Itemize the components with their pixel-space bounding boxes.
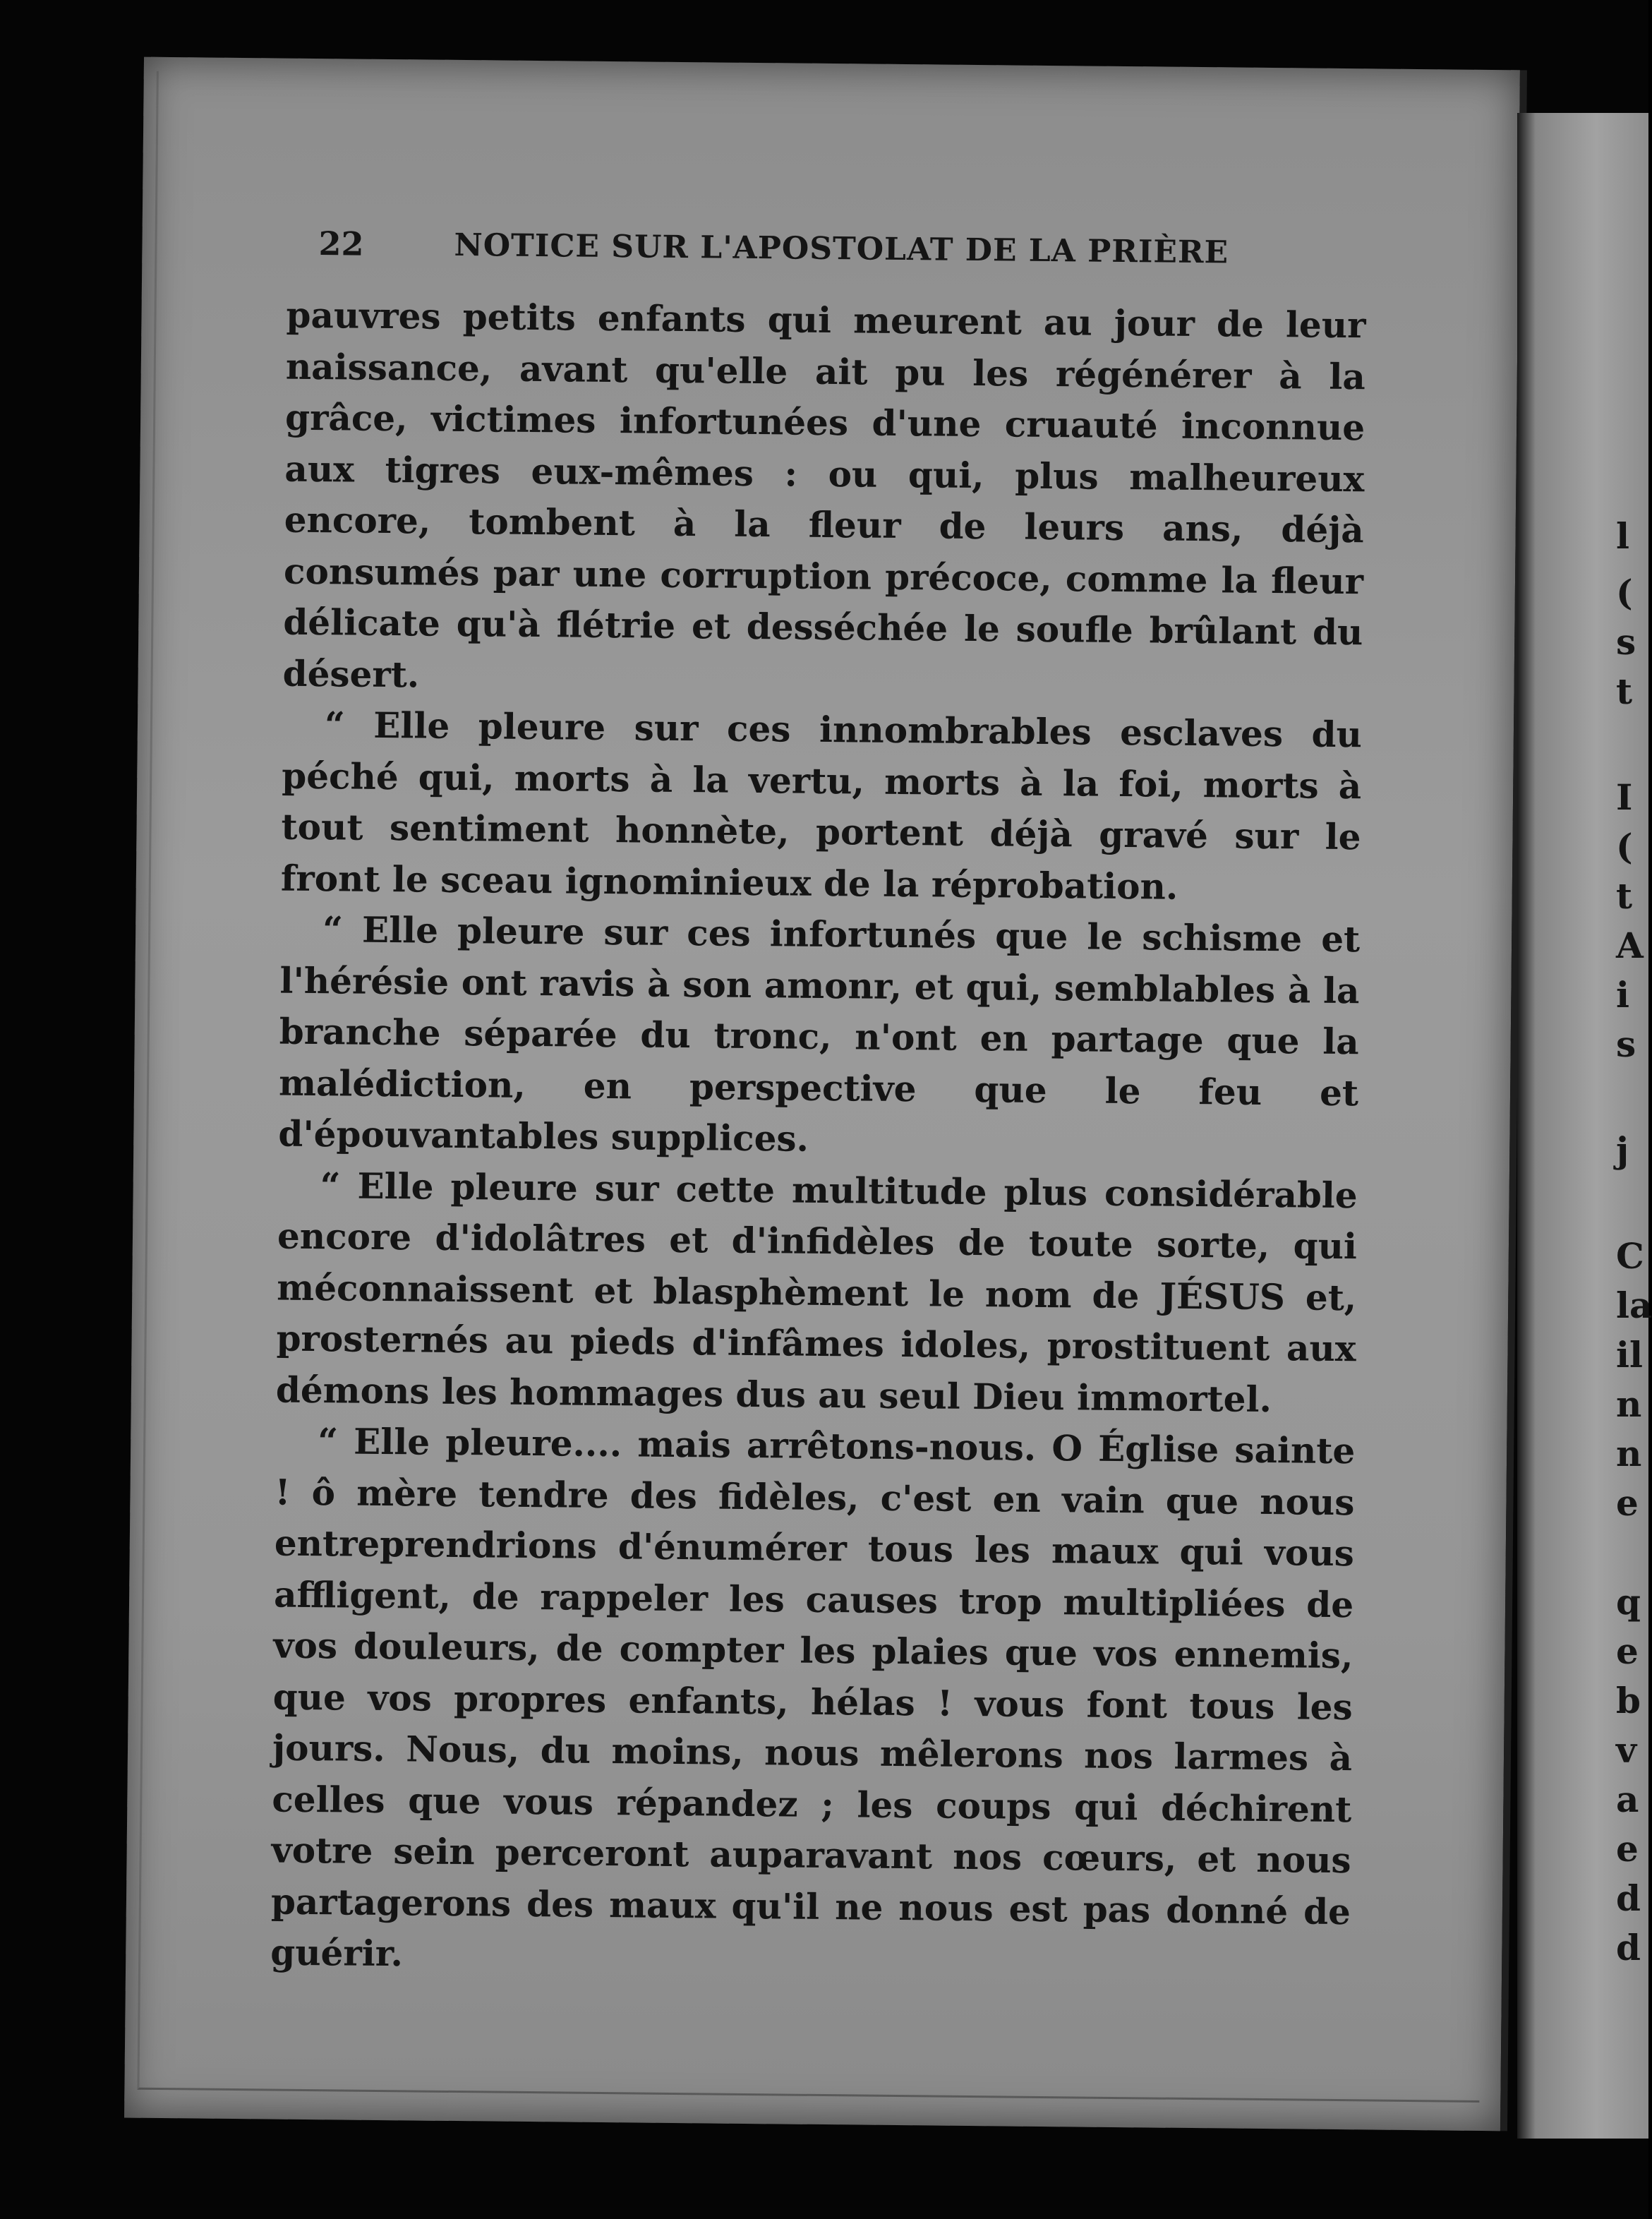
facing-page-fragment: ( [1616, 572, 1633, 613]
facing-page-fragment: e [1616, 1828, 1639, 1870]
running-head: NOTICE SUR L'APOSTOLAT DE LA PRIÈRE [454, 227, 1229, 271]
facing-page-fragment: i [1616, 974, 1629, 1016]
facing-page-fragment: I [1616, 776, 1633, 818]
facing-page-fragment: t [1616, 670, 1633, 712]
facing-page-fragment: d [1616, 1927, 1641, 1968]
paragraph-1: pauvres petits enfants qui meurent au jour de leur naissance, avant qu'elle ait pu les régénérer à la grâce, victimes infortunées d'une cruauté inconnue aux tigres eux-mêmes : ou qui, plus malheureux encore, tombent à la fleur de leurs ans, déjà consumés par une corruption précoce, comme la fleur délicate qu'à flétrie et desséchée le soufle brûlant du désert. [282, 294, 1366, 695]
page-number: 22 [318, 224, 364, 263]
facing-page-fragment: s [1616, 621, 1636, 663]
facing-page-fragment: e [1616, 1482, 1639, 1524]
facing-page-fragment: e [1616, 1630, 1639, 1672]
facing-page-fragment: a [1616, 1779, 1639, 1820]
facing-page-fragment: C [1616, 1235, 1644, 1277]
paragraph-5: “ Elle pleure.... mais arrêtons-nous. O Église sainte ! ô mère tendre des fidèles, c'est en vain que nous entreprendrions d'énumérer tous les maux qui vous affligent, de rappeler les causes trop multipliées de vos douleurs, de compter les plaies que vos ennemis, que vos propres enfants, hélas ! vous font tous les jours. Nous, du moins, nous mêlerons nos larmes à celles que vous répandez ; les coups qui déchirent votre sein perceront auparavant nos cœurs, et nous partagerons des maux qu'il ne nous est pas donné de guérir. [270, 1420, 1356, 1975]
facing-page-fragment: t [1616, 875, 1633, 917]
facing-page-fragment: s [1616, 1023, 1636, 1065]
facing-page-fragment: l [1616, 515, 1629, 557]
facing-page-fragment: il [1616, 1334, 1643, 1376]
facing-page-fragment: ( [1616, 826, 1633, 867]
facing-page-fragment: q [1616, 1581, 1641, 1623]
facing-page-fragment: j [1616, 1129, 1629, 1171]
paragraph-2: “ Elle pleure sur ces innombrables esclaves du péché qui, morts à la vertu, morts à la foi, morts à tout sentiment honnète, portent déjà gravé sur le front le sceau ignominieux de la réprobation. [280, 704, 1363, 908]
facing-page-edge [1517, 113, 1652, 2139]
facing-page-fragment: la [1616, 1285, 1652, 1326]
page-header [318, 224, 1399, 291]
facing-page-fragment: v [1616, 1729, 1637, 1771]
page-body [270, 290, 1366, 1989]
paragraph-4: “ Elle pleure sur cette multitude plus considérable encore d'idolâtres et d'infidèles de toute sorte, qui méconnaissent et blasphèment le nom de JÉSUS et, prosternés au pieds d'infâmes idoles, prostituent aux démons les hommages dus au seul Dieu immortel. [275, 1164, 1358, 1420]
book-page [124, 57, 1527, 2131]
facing-page-fragment: n [1616, 1383, 1642, 1425]
facing-page-fragment: A [1616, 925, 1644, 966]
facing-page-fragment: b [1616, 1680, 1641, 1721]
paragraph-3: “ Elle pleure sur ces infortunés que le schisme et l'hérésie ont ravis à son amonr, et qui, semblables à la branche séparée du tronc, n'ont en partage que la malédiction, en perspective que le feu et d'épouvantables supplices. [278, 908, 1361, 1160]
facing-page-fragment: d [1616, 1877, 1641, 1919]
facing-page-fragment: n [1616, 1433, 1642, 1474]
